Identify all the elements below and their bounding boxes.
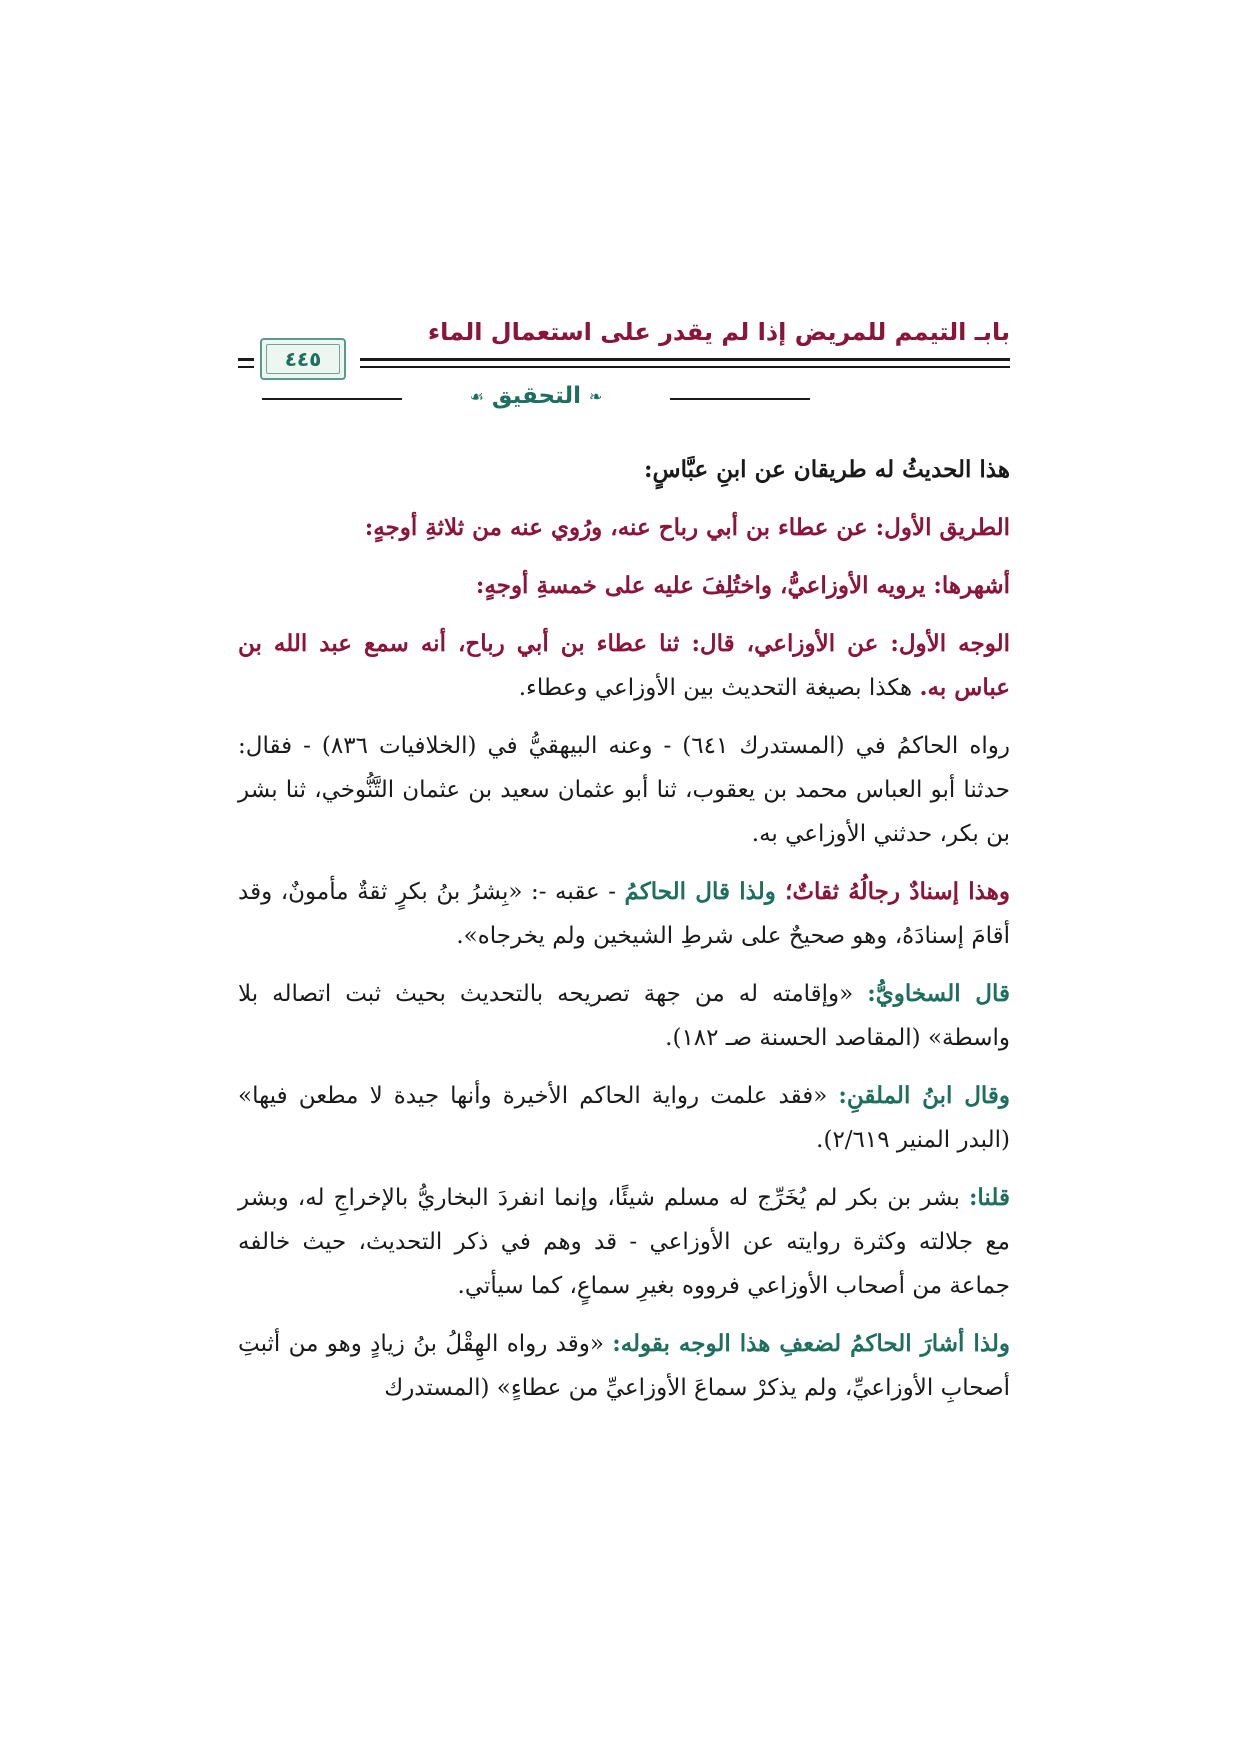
hakim-weakness-text: «وقد رواه الهِقْلُ بنُ زيادٍ وهو من أثبتِ أصحابِ الأوزاعيِّ، ولم يذكرْ سماعَ الأوزاعيِّ من عطاءٍ» (المستدرك xyxy=(238,1331,1010,1401)
paragraph-sakhawi xyxy=(238,972,1010,1060)
page-header xyxy=(238,318,1010,438)
header-rule-left-bottom xyxy=(238,366,254,368)
sakhawi-heading: قال السخاويُّ: xyxy=(867,980,1010,1007)
first-aspect-text: هكذا بصيغة التحديث بين الأوزاعي وعطاء. xyxy=(518,675,920,701)
our-view-text: بشر بن بكر لم يُخَرِّج له مسلم شيئًا، وإنما انفردَ البخاريُّ بالإخراجِ له، وبشر مع جلالته وكثرة روايته عن الأوزاعي - قد وهم في ذكر التحديث، حيث خالفه جماعة من أصحاب الأوزاعي فرووه بغيرِ سماعٍ، كما سيأتي. xyxy=(238,1185,1010,1299)
sakhawi-text: «وإقامته له من جهة تصريحه بالتحديث بحيث ثبت اتصاله بلا واسطة» (المقاصد الحسنة صـ ١٨٢). xyxy=(238,981,1010,1051)
header-rule-left-top xyxy=(238,358,254,361)
divider-line-left xyxy=(262,398,402,400)
hakim-quote-heading: ولذا قال الحاكمُ xyxy=(624,878,786,905)
page-number-badge xyxy=(260,338,346,380)
paragraph-first-route: الطريق الأول: عن عطاء بن أبي رباح عنه، ورُوي عنه من ثلاثةِ أوجهٍ: xyxy=(364,514,1010,541)
section-divider xyxy=(262,383,810,413)
paragraph-intro: هذا الحديثُ له طريقان عن ابنِ عبَّاسٍ: xyxy=(644,456,1010,483)
ornament-icon: ❧ xyxy=(589,386,603,406)
body-text xyxy=(238,448,1010,1424)
hakim-weakness-heading: ولذا أشارَ الحاكمُ لضعفِ هذا الوجه بقوله: xyxy=(612,1330,1011,1357)
header-rule-top xyxy=(360,358,1010,361)
ornament-icon: ☙ xyxy=(469,386,484,406)
paragraph-ibn-mulaqqin xyxy=(238,1074,1010,1162)
paragraph-our-view xyxy=(238,1176,1010,1308)
section-heading xyxy=(470,383,603,409)
divider-line-right xyxy=(670,398,810,400)
isnad-heading: وهذا إسنادٌ رجالُهُ ثقاتٌ؛ xyxy=(785,878,1010,905)
our-view-heading: قلنا: xyxy=(968,1184,1010,1211)
chapter-title: بابـ التيمم للمريض إذا لم يقدر على استعمال الماء xyxy=(427,318,1010,346)
ibn-mulaqqin-heading: وقال ابنُ الملقنِ: xyxy=(838,1082,1011,1109)
paragraph-isnad xyxy=(238,870,1010,958)
page-number: ٤٤٥ xyxy=(284,347,322,371)
paragraph-hakim-narration: رواه الحاكمُ في (المستدرك ٦٤١) - وعنه البيهقيُّ في (الخلافيات ٨٣٦) - فقال: حدثنا أبو العباس محمد بن يعقوب، ثنا أبو عثمان سعيد بن عثمان التَّنُّوخي، ثنا بشر بن بكر، حدثني الأوزاعي به. xyxy=(238,733,1010,847)
header-rule-bottom xyxy=(360,366,1010,368)
ibn-mulaqqin-text: «فقد علمت رواية الحاكم الأخيرة وأنها جيدة لا مطعن فيها» (البدر المنير ٢/٦١٩). xyxy=(238,1083,1010,1153)
paragraph-most-famous: أشهرها: يرويه الأوزاعيُّ، واختُلِفَ عليه على خمسةِ أوجهٍ: xyxy=(475,572,1010,599)
paragraph-hakim-weakness xyxy=(238,1322,1010,1410)
paragraph-first-aspect xyxy=(238,622,1010,710)
section-title: التحقيق xyxy=(491,383,582,409)
first-aspect-heading: الوجه الأول: عن الأوزاعي، قال: ثنا عطاء بن أبي رباح، أنه سمع عبد الله بن عباس به. xyxy=(238,630,1010,701)
isnad-text: - عقبه -: «بِشرُ بنُ بكرٍ ثقةٌ مأمونٌ، وقد أقامَ إسنادَهُ، وهو صحيحٌ على شرطِ الشيخين ولم يخرجاه». xyxy=(238,879,1010,949)
